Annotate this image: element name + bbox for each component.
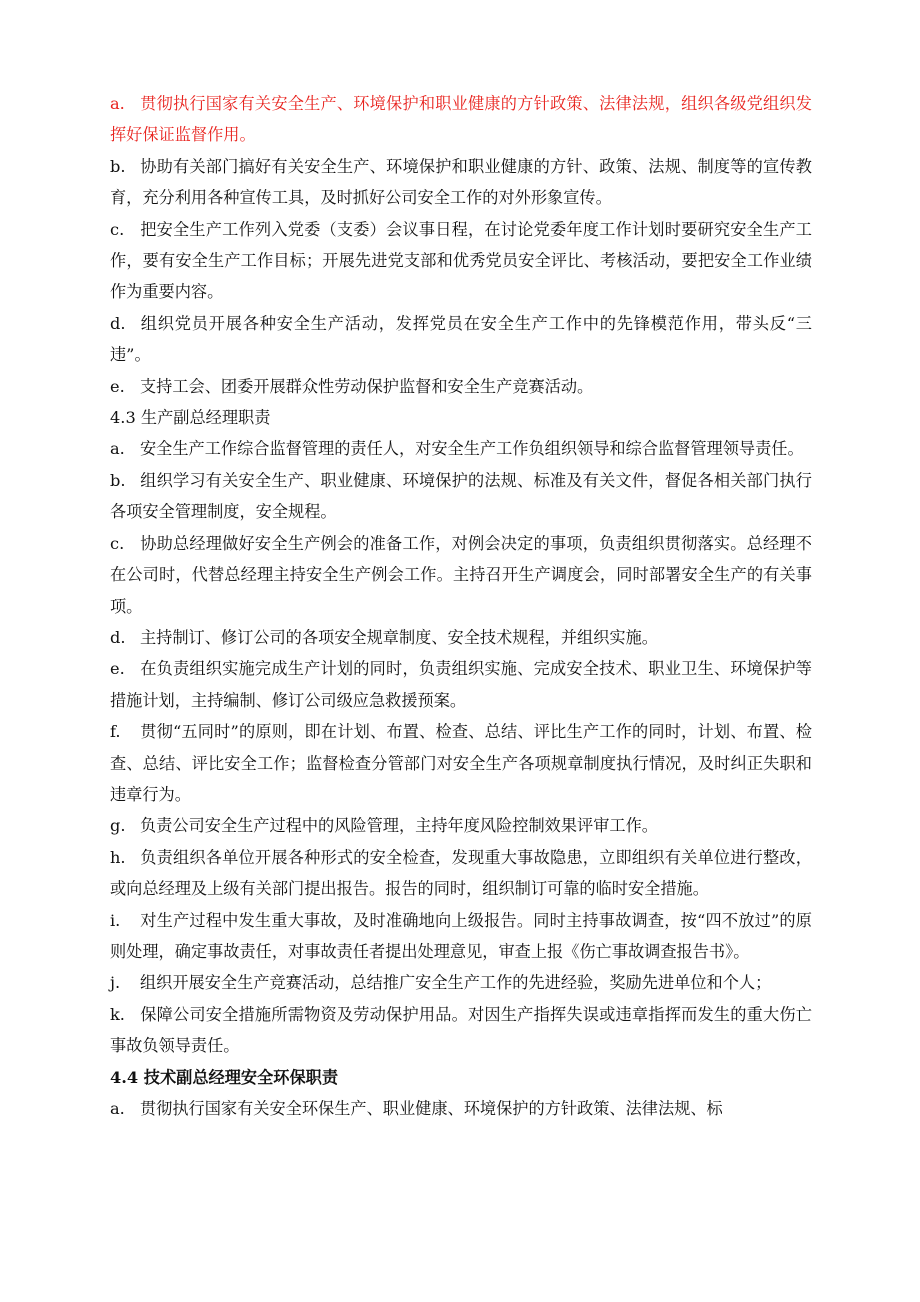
section-4-3-item-j — [110, 967, 812, 998]
section-4-3-item-e — [110, 653, 812, 716]
item-marker: c. — [110, 219, 125, 239]
item-text: 贯彻“五同时”的原则，即在计划、布置、检查、总结、评比生产工作的同时，计划、布置、检查、总结、评比安全工作；监督检查分管部门对安全生产各项规章制度执行情况，及时纠正失职和违章行为。 — [110, 722, 812, 804]
item-text: 负责公司安全生产过程中的风险管理，主持年度风险控制效果评审工作。 — [140, 816, 658, 836]
item-text: 组织学习有关安全生产、职业健康、环境保护的法规、标准及有关文件，督促各相关部门执行各项安全管理制度，安全规程。 — [110, 470, 812, 522]
item-marker: g. — [110, 816, 126, 836]
item-text: 支持工会、团委开展群众性劳动保护监督和安全生产竞赛活动。 — [140, 376, 594, 396]
item-text: 组织党员开展各种安全生产活动，发挥党员在安全生产工作中的先锋模范作用，带头反“三违”。 — [110, 313, 812, 365]
item-marker: d. — [110, 627, 126, 647]
item-text: 负责组织各单位开展各种形式的安全检查，发现重大事故隐患，立即组织有关单位进行整改，或向总经理及上级有关部门提出报告。报告的同时，组织制订可靠的临时安全措施。 — [110, 847, 812, 899]
item-text: 组织开展安全生产竞赛活动，总结推广安全生产工作的先进经验，奖励先进单位和个人； — [140, 973, 772, 993]
item-text: 协助总经理做好安全生产例会的准备工作，对例会决定的事项，负责组织贯彻落实。总经理不在公司时，代替总经理主持安全生产例会工作。主持召开生产调度会，同时部署安全生产的有关事项。 — [110, 533, 812, 616]
party-item-e — [110, 371, 812, 402]
item-marker: e. — [110, 659, 125, 679]
party-item-d — [110, 308, 812, 371]
item-marker: a. — [110, 439, 125, 459]
item-text: 主持制订、修订公司的各项安全规章制度、安全技术规程，并组织实施。 — [140, 627, 658, 647]
item-text: 对生产过程中发生重大事故，及时准确地向上级报告。同时主持事故调查，按“四不放过”的原则处理，确定事故责任，对事故责任者提出处理意见，审查上报《伤亡事故调查报告书》。 — [110, 910, 812, 961]
document-body — [110, 88, 812, 1124]
item-text: 保障公司安全措施所需物资及劳动保护用品。对因生产指挥失误或违章指挥而发生的重大伤亡事故负领导责任。 — [110, 1004, 812, 1056]
item-text: 贯彻执行国家有关安全生产、环境保护和职业健康的方针政策、法律法规，组织各级党组织发挥好保证监督作用。 — [110, 94, 812, 145]
item-marker: d. — [110, 313, 126, 333]
section-4-3-item-h — [110, 842, 812, 905]
section-4-3-item-i — [110, 905, 812, 968]
section-4-3-item-b — [110, 465, 812, 528]
section-4-3-item-g — [110, 810, 812, 841]
item-marker: c. — [110, 533, 125, 553]
item-marker: k. — [110, 1004, 125, 1024]
section-4-3-item-d — [110, 622, 812, 653]
section-heading-4-3: 4.3 生产副总经理职责 — [110, 408, 271, 428]
item-marker: j. — [110, 973, 121, 993]
item-text: 把安全生产工作列入党委（支委）会议事日程，在讨论党委年度工作计划时要研究安全生产工作，要有安全生产工作目标；开展先进党支部和优秀党员安全评比、考核活动，要把安全工作业绩作为重要内容。 — [110, 219, 812, 302]
item-marker: b. — [110, 156, 126, 176]
section-4-3-item-a — [110, 433, 812, 464]
section-heading-4-4: 4.4 技术副总经理安全环保职责 — [110, 1067, 339, 1087]
item-marker: b. — [110, 470, 126, 490]
item-marker: a. — [110, 94, 125, 113]
party-item-c — [110, 214, 812, 308]
item-marker: i. — [110, 910, 121, 930]
item-text: 贯彻执行国家有关安全环保生产、职业健康、环境保护的方针政策、法律法规、标 — [140, 1099, 723, 1118]
item-text: 安全生产工作综合监督管理的责任人，对安全生产工作负组织领导和综合监督管理领导责任。 — [140, 439, 804, 459]
section-4-3-item-k — [110, 999, 812, 1062]
party-item-a — [110, 88, 812, 151]
section-4-3-item-f — [110, 716, 812, 810]
item-marker: f. — [110, 722, 121, 742]
item-text: 协助有关部门搞好有关安全生产、环境保护和职业健康的方针、政策、法规、制度等的宣传教育，充分利用各种宣传工具，及时抓好公司安全工作的对外形象宣传。 — [110, 156, 812, 208]
section-4-4-item-a — [110, 1093, 812, 1124]
item-marker: e. — [110, 376, 125, 396]
party-item-b — [110, 151, 812, 214]
item-marker: a. — [110, 1099, 125, 1118]
item-text: 在负责组织实施完成生产计划的同时，负责组织实施、完成安全技术、职业卫生、环境保护等措施计划，主持编制、修订公司级应急救援预案。 — [110, 659, 812, 710]
item-marker: h. — [110, 847, 126, 867]
section-4-3-item-c — [110, 528, 812, 622]
